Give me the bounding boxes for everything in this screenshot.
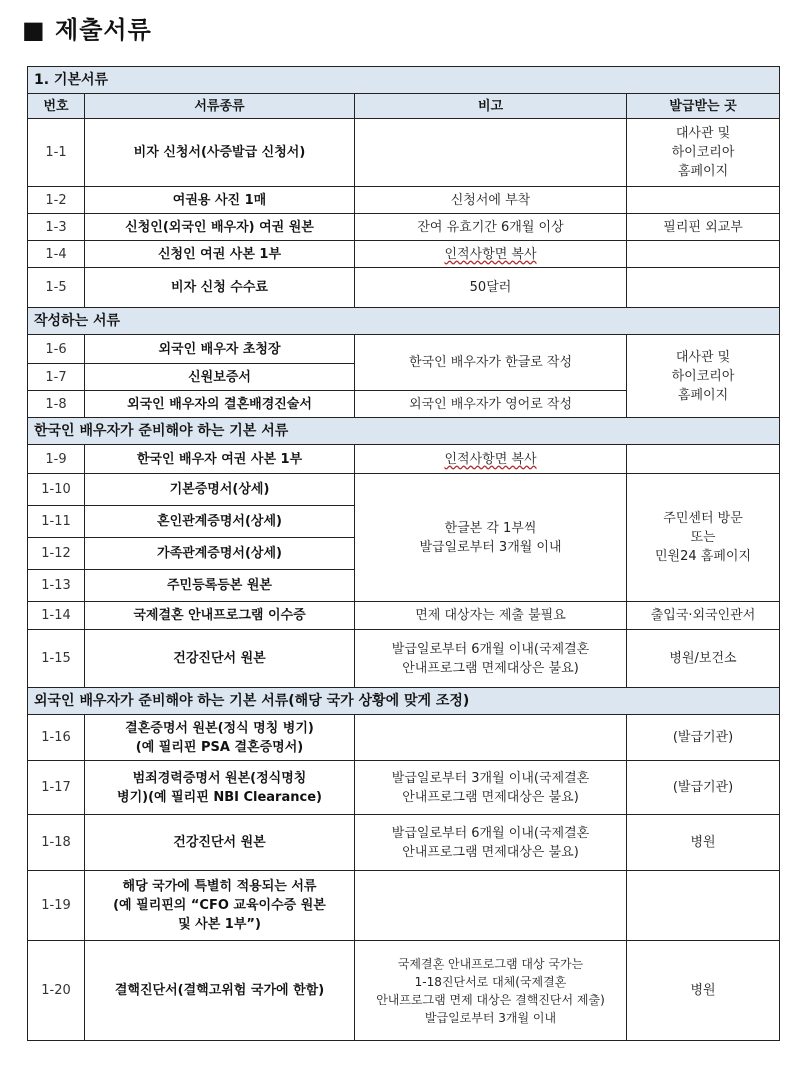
- row-doc: 외국인 배우자의 결혼배경진술서: [85, 391, 355, 418]
- table-row: [28, 214, 780, 241]
- page-title: ■ 제출서류: [22, 16, 152, 44]
- row-no: 1-15: [28, 630, 85, 688]
- row-note: 50달러: [355, 268, 627, 308]
- row-no: 1-12: [28, 538, 85, 570]
- row-doc: 결핵진단서(결핵고위험 국가에 한함): [85, 941, 355, 1041]
- row-no: 1-5: [28, 268, 85, 308]
- header-doc: 서류종류: [85, 94, 355, 119]
- row-where: 대사관 및 하이코리아 홈페이지: [627, 119, 780, 187]
- row-where-merged: 주민센터 방문 또는 민원24 홈페이지: [627, 474, 780, 602]
- table-row: [28, 941, 780, 1041]
- row-doc: 주민등록등본 원본: [85, 570, 355, 602]
- row-no: 1-8: [28, 391, 85, 418]
- row-note: 국제결혼 안내프로그램 대상 국가는 1-18진단서로 대체(국제결혼 안내프로그램 면제 대상은 결핵진단서 제출) 발급일로부터 3개월 이내: [355, 941, 627, 1041]
- table-row: [28, 815, 780, 871]
- row-no: 1-17: [28, 761, 85, 815]
- documents-table: [27, 66, 780, 1041]
- row-doc: 혼인관계증명서(상세): [85, 506, 355, 538]
- row-note-merged: 한글본 각 1부씩 발급일로부터 3개월 이내: [355, 474, 627, 602]
- row-note: 신청서에 부착: [355, 187, 627, 214]
- row-no: 1-7: [28, 364, 85, 391]
- row-no: 1-2: [28, 187, 85, 214]
- row-where: [627, 241, 780, 268]
- row-note: 외국인 배우자가 영어로 작성: [355, 391, 627, 418]
- row-doc: 한국인 배우자 여권 사본 1부: [85, 445, 355, 474]
- row-note: 면제 대상자는 제출 불필요: [355, 602, 627, 630]
- row-where-merged: 대사관 및 하이코리아 홈페이지: [627, 335, 780, 418]
- section-korean-spouse: 한국인 배우자가 준비해야 하는 기본 서류: [28, 418, 780, 445]
- table-row: [28, 630, 780, 688]
- row-note: [355, 715, 627, 761]
- row-doc: 비자 신청서(사증발급 신청서): [85, 119, 355, 187]
- section-written-documents: 작성하는 서류: [28, 308, 780, 335]
- row-doc: 건강진단서 원본: [85, 630, 355, 688]
- row-no: 1-1: [28, 119, 85, 187]
- table-row: [28, 119, 780, 187]
- row-doc: 신청인 여권 사본 1부: [85, 241, 355, 268]
- row-no: 1-6: [28, 335, 85, 364]
- table-row: [28, 761, 780, 815]
- row-no: 1-11: [28, 506, 85, 538]
- row-where: 병원: [627, 815, 780, 871]
- table-row: [28, 268, 780, 308]
- row-note: 인적사항면 복사: [444, 451, 537, 467]
- row-where: 병원: [627, 941, 780, 1041]
- row-no: 1-9: [28, 445, 85, 474]
- row-no: 1-10: [28, 474, 85, 506]
- row-note-merged: 한국인 배우자가 한글로 작성: [355, 335, 627, 391]
- row-note: 인적사항면 복사: [444, 246, 537, 262]
- row-where: (발급기관): [627, 715, 780, 761]
- row-note: [355, 119, 627, 187]
- row-no: 1-4: [28, 241, 85, 268]
- table-row: [28, 602, 780, 630]
- row-note: 발급일로부터 3개월 이내(국제결혼 안내프로그램 면제대상은 불요): [355, 761, 627, 815]
- header-where: 발급받는 곳: [627, 94, 780, 119]
- table-row: [28, 445, 780, 474]
- row-doc: 범죄경력증명서 원본(정식명칭 병기)(예 필리핀 NBI Clearance): [85, 761, 355, 815]
- row-no: 1-14: [28, 602, 85, 630]
- row-where: 필리핀 외교부: [627, 214, 780, 241]
- table-row: [28, 474, 780, 506]
- row-note: 발급일로부터 6개월 이내(국제결혼 안내프로그램 면제대상은 불요): [355, 630, 627, 688]
- row-no: 1-16: [28, 715, 85, 761]
- row-doc: 신원보증서: [85, 364, 355, 391]
- row-doc: 가족관계증명서(상세): [85, 538, 355, 570]
- row-no: 1-18: [28, 815, 85, 871]
- row-doc: 기본증명서(상세): [85, 474, 355, 506]
- row-doc: 비자 신청 수수료: [85, 268, 355, 308]
- section-foreign-spouse: 외국인 배우자가 준비해야 하는 기본 서류(해당 국가 상황에 맞게 조정): [28, 688, 780, 715]
- row-doc: 신청인(외국인 배우자) 여권 원본: [85, 214, 355, 241]
- row-note: 잔여 유효기간 6개월 이상: [355, 214, 627, 241]
- row-where: [627, 268, 780, 308]
- table-row: [28, 187, 780, 214]
- row-doc: 해당 국가에 특별히 적용되는 서류 (예 필리핀의 “CFO 교육이수증 원본 및 사본 1부”): [85, 871, 355, 941]
- row-doc: 건강진단서 원본: [85, 815, 355, 871]
- table-row: [28, 335, 780, 364]
- row-doc: 외국인 배우자 초청장: [85, 335, 355, 364]
- section-basic-documents: 1. 기본서류: [28, 67, 780, 94]
- row-where: [627, 445, 780, 474]
- row-where: 출입국·외국인관서: [627, 602, 780, 630]
- row-no: 1-20: [28, 941, 85, 1041]
- table-row: [28, 715, 780, 761]
- row-no: 1-3: [28, 214, 85, 241]
- row-no: 1-19: [28, 871, 85, 941]
- row-doc: 결혼증명서 원본(정식 명칭 병기) (예 필리핀 PSA 결혼증명서): [85, 715, 355, 761]
- table-row: [28, 871, 780, 941]
- row-note: [355, 871, 627, 941]
- row-where: [627, 871, 780, 941]
- header-no: 번호: [28, 94, 85, 119]
- row-no: 1-13: [28, 570, 85, 602]
- row-where: 병원/보건소: [627, 630, 780, 688]
- row-where: (발급기관): [627, 761, 780, 815]
- header-note: 비고: [355, 94, 627, 119]
- row-note: 발급일로부터 6개월 이내(국제결혼 안내프로그램 면제대상은 불요): [355, 815, 627, 871]
- row-doc: 국제결혼 안내프로그램 이수증: [85, 602, 355, 630]
- table-row: [28, 241, 780, 268]
- row-where: [627, 187, 780, 214]
- row-doc: 여권용 사진 1매: [85, 187, 355, 214]
